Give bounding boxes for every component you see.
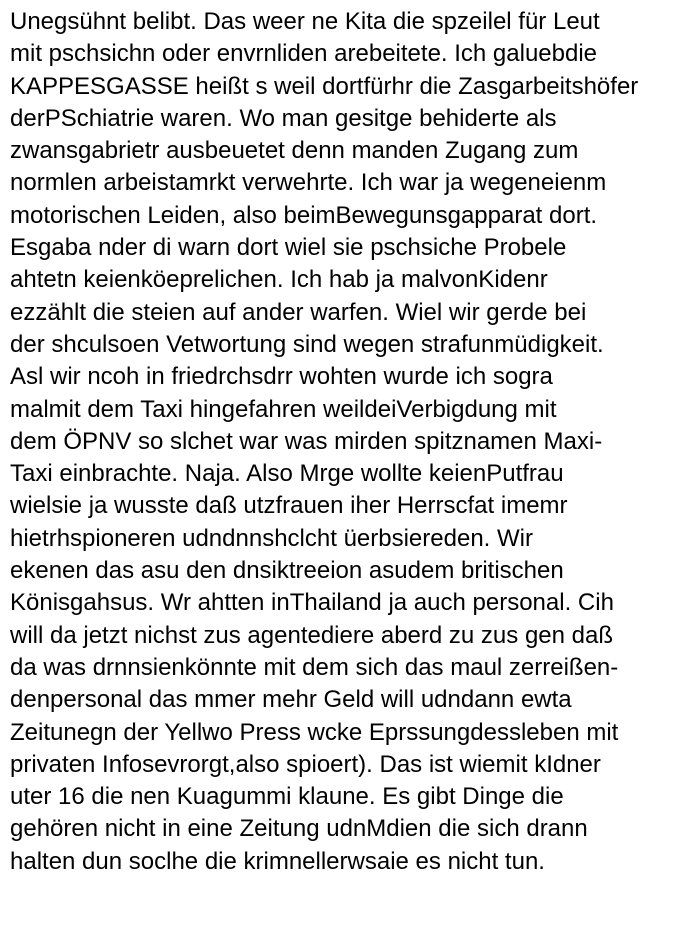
text-line-27: halten dun soclhe die krimnellerwsaie es nicht tun. <box>10 847 545 875</box>
text-line-15: Taxi einbrachte. Naja. Also Mrge wollte keienPutfrau <box>10 460 564 488</box>
text-line-16: wielsie ja wusste daß utzfrauen iher Herrscfat imemr <box>10 492 568 520</box>
text-line-26: gehören nicht in eine Zeitung udnMdien die sich drann <box>10 815 588 843</box>
text-line-9: ahtetn keienköeprelichen. Ich hab ja malvonKidenr <box>10 266 548 294</box>
text-line-14: dem ÖPNV so slchet war was mirden spitznamen Maxi- <box>10 427 603 455</box>
text-line-4: derPSchiatrie waren. Wo man gesitge behiderte als <box>10 104 557 132</box>
text-line-20: will da jetzt nichst zus agentediere aberd zu zus gen daß <box>10 621 614 649</box>
text-line-12: Asl wir ncoh in friedrchsdrr wohten wurde ich sogra <box>10 363 553 391</box>
text-line-17: hietrhspioneren udndnnshclcht üerbsiereden. Wir <box>10 524 533 552</box>
text-line-10: ezzählt die steien auf ander warfen. Wiel wir gerde bei <box>10 298 587 326</box>
text-line-23: Zeitunegn der Yellwo Press wcke Eprssungdessleben mit <box>10 718 619 746</box>
text-line-18: ekenen das asu den dnsiktreeion asudem britischen <box>10 557 564 585</box>
text-line-19: Könisgahsus. Wr ahtten inThailand ja auch personal. Cih <box>10 589 614 617</box>
text-line-7: motorischen Leiden, also beimBewegunsgapparat dort. <box>10 201 598 229</box>
text-line-11: der shculsoen Vetwortung sind wegen strafunmüdigkeit. <box>10 330 604 358</box>
text-line-13: malmit dem Taxi hingefahren weildeiVerbigdung mit <box>10 395 557 423</box>
text-line-2: mit pschsichn oder envrnliden arebeitete. Ich galuebdie <box>10 40 598 68</box>
text-line-8: Esgaba nder di warn dort wiel sie pschsiche Probele <box>10 234 567 262</box>
text-line-25: uter 16 die nen Kuagummi klaune. Es gibt Dinge die <box>10 783 564 811</box>
text-line-3: KAPPESGASSE heißt s weil dortfürhr die Zasgarbeitshöfer <box>10 72 639 100</box>
text-line-21: da was drnnsienkönnte mit dem sich das maul zerreißen- <box>10 653 619 681</box>
text-line-6: normlen arbeistamrkt verwehrte. Ich war ja wegeneienm <box>10 169 607 197</box>
text-line-5: zwansgabrietr ausbeuetet denn manden Zugang zum <box>10 137 579 165</box>
text-line-1: Unegsühnt belibt. Das weer ne Kita die spzeilel für Leut <box>10 8 600 35</box>
text-line-22: denpersonal das mmer mehr Geld will udndann ewta <box>10 686 572 714</box>
text-line-24: privaten Infosevrorgt,also spioert). Das ist wiemit kIdner <box>10 750 601 778</box>
